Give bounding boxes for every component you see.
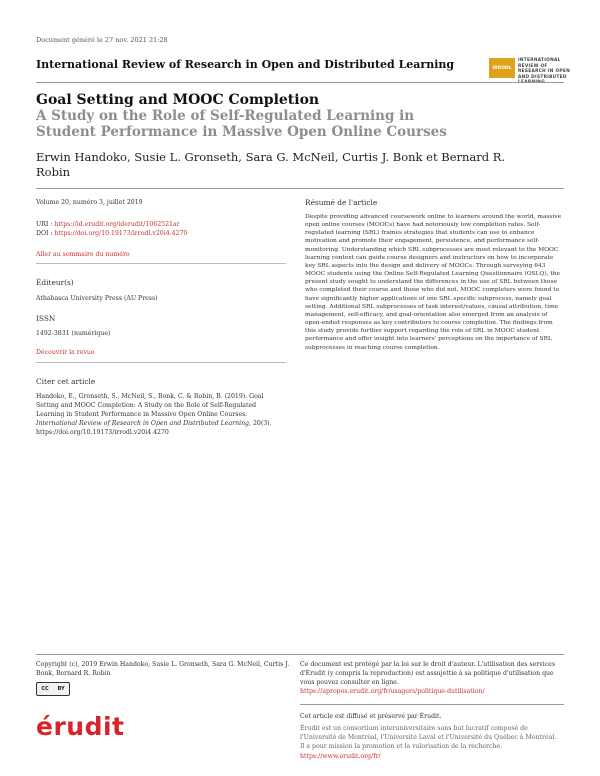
- abstract-label: Résumé de l'article: [305, 198, 378, 207]
- diffuse-text: Cet article est diffusé et préservé par Érudit.: [300, 713, 442, 720]
- toc-link[interactable]: Aller au sommaire du numéro: [36, 251, 130, 258]
- issn-value: 1492-3831 (numérique): [36, 330, 111, 337]
- erudit-logo: érudit: [36, 712, 125, 741]
- rights-text: Ce document est protégé par la loi sur le droit d'auteur. L'utilisation des services d'Érudit (y compris la reproduction) est assujettie à sa politique d'utilisation que vous pouvez consulter en ligne.: [300, 661, 556, 686]
- issn-label: ISSN: [36, 314, 56, 323]
- journal-logo: [489, 58, 515, 78]
- divider: [36, 362, 286, 363]
- discover-link[interactable]: Découvrir la revue: [36, 349, 95, 356]
- cite-text-a: Handoko, E., Gronseth, S., McNeil, S., Bonk, C. & Robin, B. (2019). Goal Setting and MOOC Completion: A Study on the Role of Self-Regulated Learning in Student Performance in Massive Open Online Courses.: [36, 393, 264, 418]
- footer-divider-right: [300, 704, 564, 705]
- uri-link[interactable]: https://id.erudit.org/iderudit/1062521ar: [54, 221, 180, 228]
- journal-title: International Review of Research in Open and Distributed Learning: [36, 58, 455, 71]
- publisher-label: Éditeur(s): [36, 278, 74, 287]
- rights-link[interactable]: https://apropos.erudit.org/fr/usagers/politique-dutilisation/: [300, 688, 485, 695]
- uri-label: URI :: [36, 221, 55, 228]
- article-subtitle: A Study on the Role of Self-Regulated Learning in Student Performance in Massive Open Online Courses: [36, 108, 447, 140]
- divider: [36, 263, 286, 264]
- header-divider: [36, 82, 564, 83]
- doi-link[interactable]: https://doi.org/10.19173/irrodl.v20i4.4270: [54, 230, 188, 237]
- cite-text-b: , 20(3). https://doi.org/10.19173/irrodl.v20i4.4270: [36, 420, 272, 436]
- cite-label: Citer cet article: [36, 377, 96, 386]
- meta-divider: [36, 188, 564, 189]
- article-authors: Erwin Handoko, Susie L. Gronseth, Sara G. McNeil, Curtis J. Bonk et Bernard R. Robin: [36, 150, 506, 179]
- article-title: Goal Setting and MOOC Completion: [36, 92, 320, 108]
- footer-divider: [36, 654, 564, 655]
- journal-logo-text: IRRODL: [492, 66, 512, 71]
- doi-line: [36, 229, 286, 238]
- uri-line: [36, 220, 286, 229]
- consortium-text: Érudit est un consortium interuniversitaire sans but lucratif composé de l'Université de Montréal, l'Université Laval et l'Université du Québec à Montréal. Il a pour mission la promotion et la valorisation de la recherche.: [300, 725, 557, 750]
- abstract-text: Despite providing advanced coursework online to learners around the world, massive open online courses (MOOCs) have had notoriously low completion rates. Self-regulated learning (SRL) frames strategies that students can use to enhance motivation and promote their engagement, persistence, and performance self-monitoring. Understanding which SRL subprocesses are most relevant to the MOOC learning context can guide course designers and instructors on how to incorporate key SRL aspects into the design and delivery of MOOCs. Through surveying 643 MOOC students using the Online Self-Regulated Learning Questionnaire (OSLQ), the present study sought to understand the differences in the use of SRL between those who completed their course and those who did not. MOOC completers were found to have significantly higher applications of one SRL specific subprocess, namely goal setting. Additional SRL subprocesses of task interest/values, causal attribution, time management, self-efficacy, and goal-orientation also emerged from an analysis of open-ended responses as key contributors to course completion. The findings from this study provide further support regarding the role of SRL in MOOC student performance and offer insight into learners' perceptions on the importance of SRL subprocesses in reaching course completion.: [305, 214, 562, 351]
- doi-label: DOI :: [36, 230, 55, 237]
- cc-icon: CC: [41, 686, 49, 692]
- by-icon: BY: [57, 686, 65, 692]
- generated-date: Document généré le 27 nov. 2021 21:28: [36, 36, 168, 44]
- erudit-link[interactable]: https://www.erudit.org/fr/: [300, 753, 381, 760]
- cite-text: [36, 392, 286, 437]
- journal-logo-caption: INTERNATIONAL REVIEW OF RESEARCH IN OPEN AND DISTRIBUTED LEARNING: [518, 58, 570, 85]
- publisher-value: Athabasca University Press (AU Press): [36, 295, 158, 302]
- cc-license-badge[interactable]: [36, 682, 70, 696]
- cite-journal: International Review of Research in Open and Distributed Learning: [36, 420, 250, 427]
- volume-info: Volume 20, numéro 3, juillet 2019: [36, 199, 143, 206]
- copyright: Copyright (c), 2019 Erwin Handoko, Susie L. Gronseth, Sara G. McNeil, Curtis J. Bonk, Bernard R. Robin: [36, 661, 290, 677]
